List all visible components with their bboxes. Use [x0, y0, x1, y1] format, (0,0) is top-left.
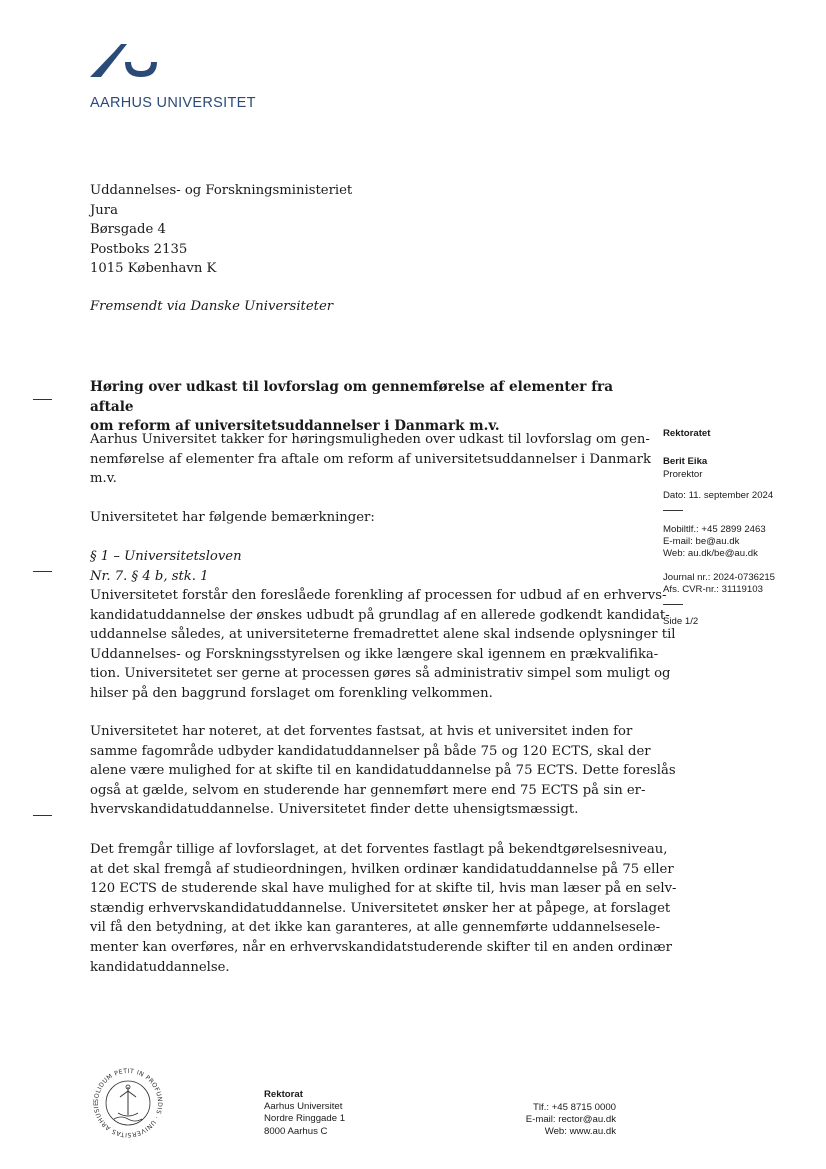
fold-mark: [33, 815, 52, 816]
fold-mark: [33, 571, 52, 572]
footer-contact: [456, 1102, 616, 1139]
au-logo-icon: [90, 44, 160, 89]
paragraph-line: nemførelse af elementer fra aftale om reform af universitetsuddannelser i Danmark: [90, 451, 651, 467]
university-name: AARHUS UNIVERSITET: [90, 95, 256, 111]
paragraph-line: Det fremgår tillige af lovforslaget, at det forventes fastlagt på bekendtgørelsesniveau,: [90, 842, 668, 857]
sidebar-email: E-mail: be@au.dk: [663, 536, 740, 548]
sidebar-department: Rektoratet: [663, 428, 711, 439]
sidebar-web: Web: au.dk/be@au.dk: [663, 548, 758, 560]
recipient-address: [90, 181, 352, 279]
footer-office: Rektorat: [264, 1089, 303, 1100]
paragraph-line: uddannelse således, at universiteterne fremadrettet alene skal indsende oplysninger til: [90, 627, 676, 643]
recipient-line: Uddannelses- og Forskningsministeriet: [90, 183, 353, 198]
sidebar-sender-title: Prorektor: [663, 468, 703, 480]
paragraph-line: samme fagområde udbyder kandidatuddannelser på både 75 og 120 ECTS, skal der: [90, 743, 651, 759]
sidebar-cvr: Afs. CVR-nr.: 31119103: [663, 584, 763, 596]
footer-address-line: 8000 Aarhus C: [264, 1125, 328, 1137]
recipient-line: Postboks 2135: [90, 241, 188, 257]
paragraph-line: også at gælde, selvom en studerende har gennemført mere end 75 ECTS på sin er-: [90, 782, 646, 798]
paragraph-line: kandidatuddannelse der ønskes udbudt på grundlag af en allerede godkendt kandidat-: [90, 607, 670, 623]
footer-address: [264, 1089, 345, 1138]
paragraph-line: hilser på den baggrund forslaget om forenkling velkommen.: [90, 685, 493, 701]
recipient-line: Børsgade 4: [90, 222, 166, 238]
section-heading: § 1 – Universitetsloven: [90, 549, 242, 564]
recipient-line: Jura: [90, 202, 118, 218]
paragraph-line: kandidatuddannelse.: [90, 959, 230, 975]
subject-line: Høring over udkast til lovforslag om gennemførelse af elementer fra aftale: [90, 379, 614, 415]
sidebar-mobile: Mobiltlf.: +45 2899 2463: [663, 523, 766, 535]
body-paragraph-1: [90, 586, 676, 704]
paragraph-line: Aarhus Universitet takker for høringsmuligheden over udkast til lovforslag om gen-: [90, 432, 650, 447]
footer-address-line: Aarhus Universitet: [264, 1101, 343, 1113]
paragraph-line: alene være mulighed for at skifte til en kandidatuddannelse på 75 ECTS. Dette foreslås: [90, 763, 676, 779]
paragraph-line: vil få den betydning, at det ikke kan garanteres, at alle gennemførte uddannelsesele-: [90, 920, 661, 936]
remarks-lead: Universitetet har følgende bemærkninger:: [90, 510, 375, 525]
paragraph-line: menter kan overføres, når en erhvervskandidatstuderende skifter til en anden ordinær: [90, 939, 672, 955]
paragraph-line: stændig erhvervskandidatuddannelse. Universitetet ønsker her at påpege, at forslaget: [90, 900, 671, 916]
paragraph-line: Universitetet har noteret, at det forventes fastsat, at hvis et universitet inden for: [90, 724, 633, 739]
footer-phone: Tlf.: +45 8715 0000: [533, 1102, 616, 1113]
paragraph-line: hvervskandidatuddannelse. Universitetet finder dette uhensigtsmæssigt.: [90, 802, 579, 818]
sidebar-journal: Journal nr.: 2024-0736215: [663, 571, 776, 583]
footer-web: Web: www.au.dk: [544, 1126, 616, 1138]
paragraph-line: tion. Universitetet ser gerne at processen gøres så administrativ simpel som muligt og: [90, 666, 671, 682]
paragraph-line: 120 ECTS de studerende skal have mulighed for at skifte til, hvis man læser på en selv-: [90, 881, 677, 897]
intro-paragraph: [90, 430, 651, 489]
recipient-line: 1015 København K: [90, 261, 217, 277]
section-subheading: Nr. 7. § 4 b, stk. 1: [90, 569, 209, 584]
paragraph-line: at det skal fremgå af studieordningen, hvilken ordinær kandidatuddannelse på 75 eller: [90, 861, 674, 877]
paragraph-line: m.v.: [90, 471, 117, 487]
footer-address-line: Nordre Ringgade 1: [264, 1113, 346, 1125]
svg-text:SOLIDUM PETIT IN PROFUNDIS · U: [88, 1063, 163, 1138]
letter-subject: [90, 378, 650, 437]
paragraph-line: Uddannelses- og Forskningsstyrelsen og ikke længere skal igennem en prækvalifika-: [90, 646, 659, 662]
footer-email: E-mail: rector@au.dk: [525, 1114, 616, 1126]
subject-line: om reform af universitetsuddannelser i Danmark m.v.: [90, 418, 500, 435]
paragraph-line: Universitetet forstår den foreslåede forenkling af processen for udbud af en erhvervs-: [90, 588, 667, 603]
university-seal-icon: [88, 1063, 168, 1148]
sidebar-sender-name: Berit Eika: [663, 456, 708, 468]
seal-text: SOLIDUM PETIT IN PROFUNDIS · UNIVERSITAS ARHUSIE: [92, 1067, 164, 1139]
sender-sidebar: [663, 428, 813, 628]
sent-via-note: Fremsendt via Danske Universiteter: [90, 299, 334, 314]
body-paragraph-3: [90, 840, 677, 977]
sidebar-date: Dato: 11. september 2024: [663, 490, 774, 502]
fold-mark: [33, 399, 52, 400]
sidebar-page-number: Side 1/2: [663, 615, 699, 627]
body-paragraph-2: [90, 722, 676, 820]
